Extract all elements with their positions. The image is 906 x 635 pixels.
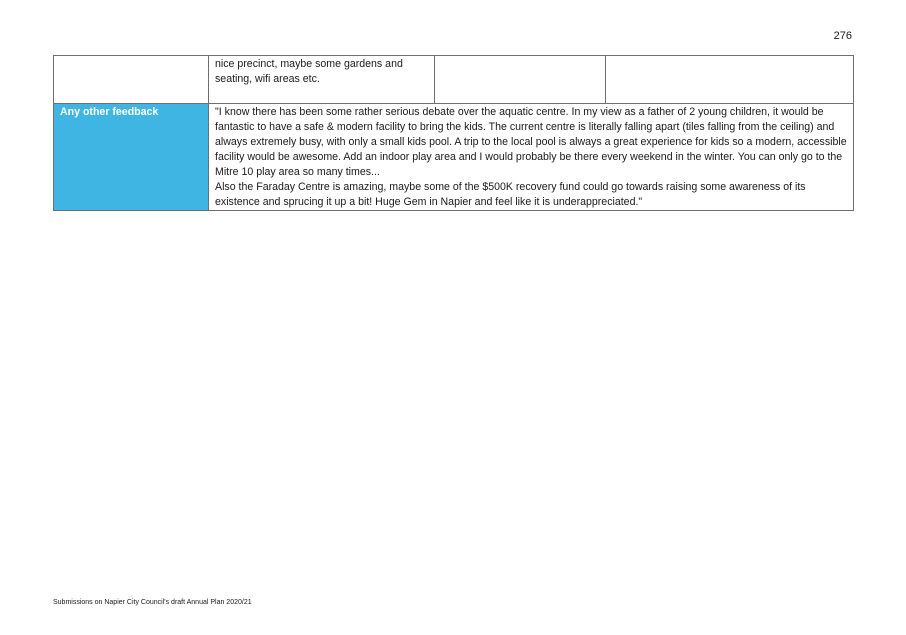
- table-row: [54, 104, 854, 211]
- submission-table: [53, 55, 854, 211]
- row-label-cell: [54, 56, 209, 104]
- feedback-text: "I know there has been some rather serious debate over the aquatic centre. In my view as a father of 2 young children, it would be fantastic to have a safe & modern facility to bring the kids. The current centre is literally falling apart (tiles falling from the ceiling) and always extremely busy, with only a small kids pool. A trip to the local pool is always a great experience for kids so a modern, accessible facility would be awesome. Add an indoor play area and I would probably be there every weekend in the winter. You can only go to the Mitre 10 play area so many times... Also the Faraday Centre is amazing, maybe some of the $500K recovery fund could go towards raising some awareness of its existence and sprucing it up a bit! Huge Gem in Napier and feel like it is underappreciated.": [215, 106, 847, 208]
- feedback-label: Any other feedback: [60, 106, 159, 118]
- table-row: [54, 56, 854, 104]
- response-text: nice precinct, maybe some gardens and seating, wifi areas etc.: [215, 58, 403, 85]
- feedback-text-cell: [209, 104, 854, 211]
- empty-cell: [606, 56, 854, 104]
- feedback-label-cell: [54, 104, 209, 211]
- footer-text: Submissions on Napier City Council's draft Annual Plan 2020/21: [53, 599, 252, 606]
- empty-cell: [435, 56, 606, 104]
- page-number: 276: [833, 30, 852, 42]
- response-cell: [209, 56, 435, 104]
